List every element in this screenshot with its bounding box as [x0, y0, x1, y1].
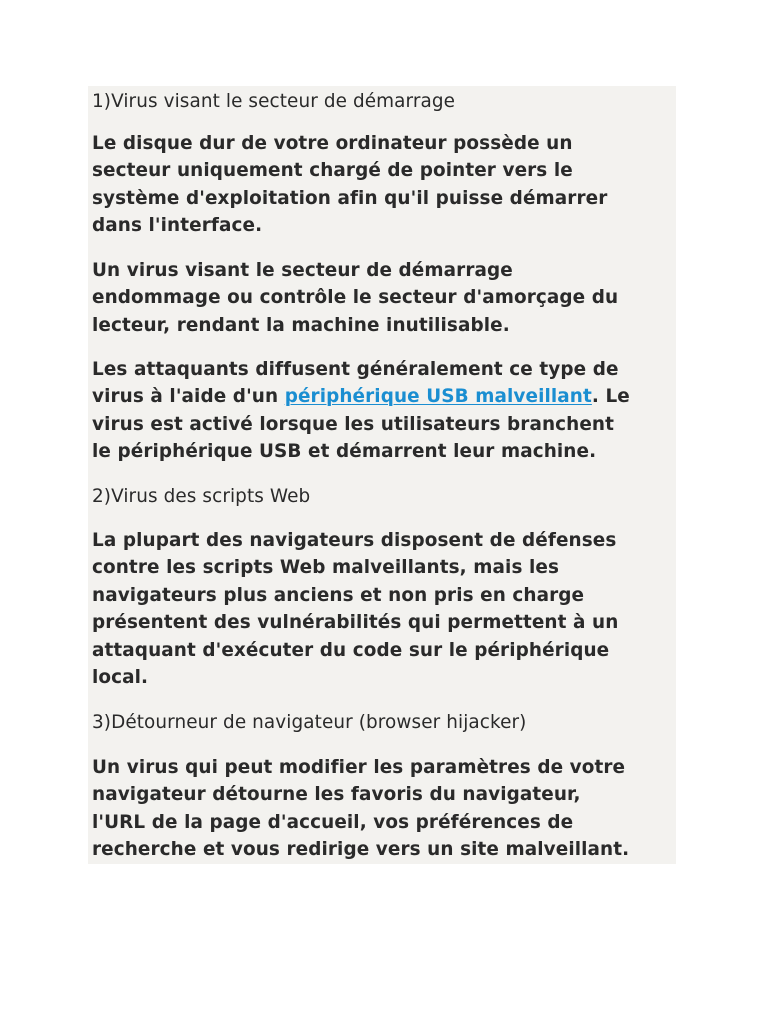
paragraph-text: . Le [591, 386, 630, 408]
paragraph-usb-attack [92, 356, 682, 466]
section-heading-web-scripts [92, 483, 682, 510]
paragraph-line: contre les scripts Web malveillants, mais les [92, 557, 560, 579]
paragraph-line: le périphérique USB et démarrent leur machine. [92, 441, 597, 463]
paragraph-line: Un virus qui peut modifier les paramètres de votre [92, 757, 626, 778]
section-heading-boot-sector [92, 88, 682, 115]
paragraph-line: dans l'interface. [92, 215, 263, 237]
paragraph-boot-virus [92, 257, 682, 339]
paragraph-line: présentent des vulnérabilités qui permettent à un [92, 612, 619, 634]
paragraph-browsers [92, 527, 682, 691]
paragraph-line: système d'exploitation afin qu'il puisse démarrer [92, 187, 608, 209]
paragraph-line: navigateurs plus anciens et non pris en charge [92, 584, 585, 606]
paragraph-line-with-link [92, 383, 682, 410]
heading-text: 1)Virus visant le secteur de démarrage [92, 91, 456, 112]
paragraph-line: La plupart des navigateurs disposent de défenses [92, 530, 617, 551]
paragraph-line: endommage ou contrôle le secteur d'amorçage du [92, 287, 619, 309]
paragraph-hijacker [92, 754, 682, 864]
paragraph-hard-disk [92, 130, 682, 240]
paragraph-line: local. [92, 667, 149, 689]
section-heading-browser-hijacker [92, 709, 682, 736]
usb-device-link[interactable]: périphérique USB malveillant [284, 386, 592, 408]
paragraph-text: virus à l'aide d'un [92, 386, 285, 408]
paragraph-line: lecteur, rendant la machine inutilisable. [92, 314, 510, 336]
heading-text: 3)Détourneur de navigateur (browser hijacker) [92, 712, 527, 733]
paragraph-line: recherche et vous redirige vers un site malveillant. [92, 839, 630, 861]
heading-text: 2)Virus des scripts Web [92, 486, 311, 507]
paragraph-line: Le disque dur de votre ordinateur possède un [92, 133, 573, 154]
paragraph-line: secteur uniquement chargé de pointer vers le [92, 160, 573, 182]
paragraph-line: navigateur détourne les favoris du navigateur, [92, 784, 581, 806]
paragraph-line: attaquant d'exécuter du code sur le périphérique [92, 639, 610, 661]
paragraph-line: Un virus visant le secteur de démarrage [92, 260, 513, 281]
paragraph-line: virus est activé lorsque les utilisateurs branchent [92, 413, 615, 435]
paragraph-line: Les attaquants diffusent généralement ce type de [92, 359, 619, 380]
paragraph-line: l'URL de la page d'accueil, vos préférences de [92, 811, 574, 833]
